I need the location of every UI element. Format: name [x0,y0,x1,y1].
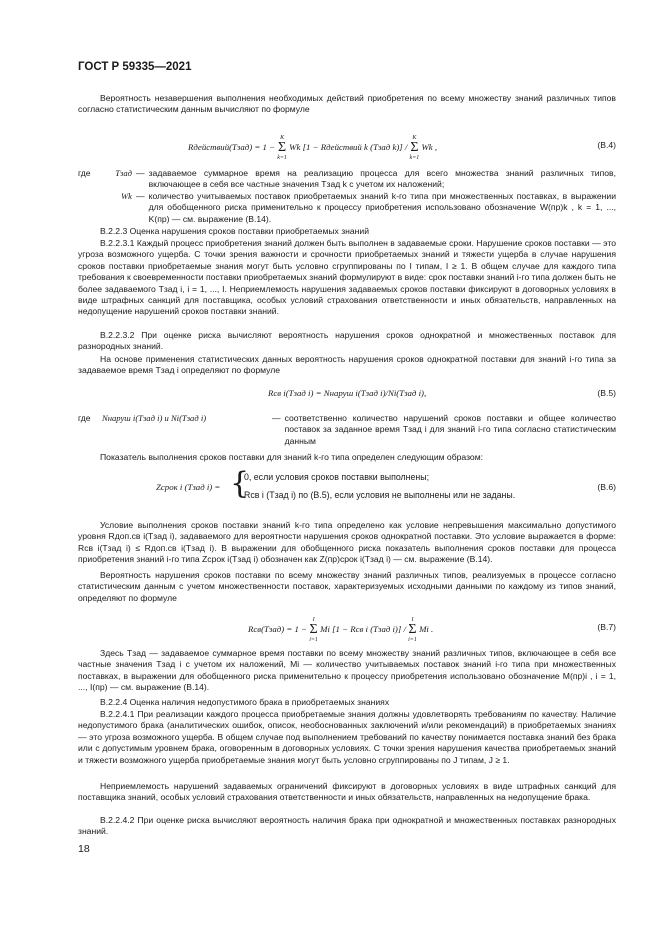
formula-b7 [78,610,616,644]
definition-text: задаваемое суммарное время на реализацию процесса для всего множества знаний различных типов, включающее в себя все частные значения Tзад k с учетом их наложений; [148,168,616,190]
here-paragraph: Здесь Tзад — задаваемое суммарное время поставки по всему множеству знаний различных типов, включающее в себя все частные значения Tзад i с учетом их наложений, Mi — количество учитываемых поставок знаний i-го типа при множественных поставках, в выражении для обобщенного риска применительно к процессу приобретения использовано обозначение M(пр)i , i = 1, ..., I(пр) — см. выражение (В.14). [78,648,616,693]
page-number: 18 [78,843,90,855]
section-heading-b2-2-3: В.2.2.3 Оценка нарушения сроков поставки приобретаемых знаний [100,226,370,236]
document-header: ГОСТ Р 59335—2021 [78,61,192,73]
definition-text: количество учитываемых поставок приобретаемых знаний k-го типа при множественных поставках, в выражении для обобщенного риска применительно к процессу приобретения использовано обозначение W(пр)k , k = 1, ..., K(пр) — см. выражение (В.14). [148,190,616,224]
formula-b6-case1: 0, если условия сроков поставки выполнены; [244,472,430,482]
definition-symbol: Tзад [115,168,132,178]
definition-text: соответственно количество нарушений сроков поставки и общее количество поставок за заданное время Tзад i для знаний i-го типа согласно статистическим данным [284,413,616,446]
definition-item: где Tзад — задаваемое суммарное время на реализацию процесса для всего множества знаний различных типов, включающее в себя все частные значения Tзад k с учетом их наложений; [78,168,616,190]
sum-symbol: K Σ k=1 [409,135,420,161]
definition-item: Wk — количество учитываемых поставок приобретаемых знаний k-го типа при множественных поставках, в выражении для обобщенного риска применительно к процессу приобретения использовано обозначение W(пр)k , k = 1, ..., K(пр) — см. выражение (В.14). [78,191,616,225]
formula-b6 [78,466,616,510]
formula-number: (В.6) [597,482,616,492]
sum-symbol: I Σ i=1 [408,617,417,643]
where-word: где [78,413,91,423]
formula-b5 [78,386,616,406]
definition-symbol: Wk [121,190,132,201]
section-b2-2-3-2: В.2.2.3.2 При оценке риска вычисляют вероятность нарушения сроков однократной и множественных поставок для разнородных знаний. [78,330,616,352]
definitions-b4 [78,168,616,225]
condition-paragraph: Условие выполнения сроков поставки знаний k-го типа определено как условие непревышения максимально допустимого уровня Rдоп.св i(Tзад i), задаваемого для вероятности нарушения сроков однократной поставки. Это условие выражается в форме: Rсв i(Tзад i) ≤ Rдоп.св i(Tзад i). В выражении для обобщенного риска показатель выполнения сроков поставки для процесса приобретения знаний i-го типа Zсрок i(Tзад i) обозначен как Z(пр)срок i(Tзад i) — см. выражение (В.14). [78,520,616,565]
index-paragraph: Показатель выполнения сроков поставки для знаний k-го типа определен следующим образом: [100,452,483,462]
formula-number: (В.4) [597,140,616,150]
brace-symbol: { [230,466,250,501]
section-b2-2-4-2: В.2.2.4.2 При оценке риска вычисляют вероятность наличия брака при однократной и множественных поставках разнородных знаний. [78,815,616,837]
sum-symbol: I Σ i=1 [309,617,318,643]
formula-b6-case2: Rсв i (Tзад i) по (В.5), если условия не выполнены или не заданы. [244,490,516,500]
section-heading-b2-2-4: В.2.2.4 Оценка наличия недопустимого брака в приобретаемых знаниях [100,697,390,707]
section-b2-2-3-1: В.2.2.3.1 Каждый процесс приобретения знаний должен быть выполнен в задаваемые сроки. Нарушение сроков поставки — это угроза возможного ущерба. С точки зрения важности и срочности приобретаемых знаний и тяжести ущерба в случае нарушения сроков поставки приобретаемые знания могут быть условно сгруппированы по I типам, I ≥ 1. В общем случае для каждого типа требования к своевременности поставки приобретаемых знаний формулируют в виде: срок поставки знаний i-го типа должен быть не более задаваемого Tзад i, i = 1, ..., I. Неприемлемость нарушения задаваемых сроков поставки фиксируют в договорных условиях в виде штрафных санкций для поставщика, особых условий страхования ответственности и иных обязательств, направленных на недопущение нарушений сроков поставки знаний. [78,238,616,317]
definition-symbol: Nнаруш i(Tзад i) и Ni(Tзад i) [102,413,207,423]
formula-b7-expression: Rсв(Tзад) = 1 − I Σ i=1 Mi [1 − Rсв i (Tзад i)] / I Σ i=1 Mi . [248,617,434,643]
where-word: где [78,168,91,178]
formula-number: (В.7) [597,622,616,632]
formula-b4 [78,128,616,164]
unacceptability-paragraph: Неприемлемость нарушений задаваемых ограничений фиксируют в договорных условиях в виде штрафных санкций для поставщика знаний, особых условий страхования ответственности и иных обязательств, направленных на недопущение брака. [78,781,616,803]
all-types-paragraph: Вероятность нарушения сроков поставки по всему множеству знаний различных типов, реализуемых в процессе согласно статистическим данным с учетом множественности поставок, характеризуемых исходными данными по каждому из типов знаний, определяют по формуле [78,570,616,603]
intro-paragraph: Вероятность незавершения выполнения необходимых действий приобретения по всему множеству знаний различных типов согласно статистическим данным вычисляют по формуле [78,93,616,115]
definition-item: где Nнаруш i(Tзад i) и Ni(Tзад i) — соответственно количество нарушений сроков поставки и общее количество поставок за заданное время Tзад i для знаний i-го типа согласно статистическим данным [78,413,616,446]
section-b2-2-4-1: В.2.2.4.1 При реализации каждого процесса приобретаемые знания должны удовлетворять требованиям по качеству. Наличие недопустимого брака (аналитических ошибок, описок, необоснованных заключений и/или рекомендаций) в приобретаемых знаниях — это угроза возможного ущерба. В общем случае под выполнением требований по качеству понимается поставка знаний без брака или с допустимым уровнем брака, оговоренным в договорных условиях. С точки зрения нарушения качества приобретаемых знаний и тяжести возможного ущерба приобретаемые знания могут быть условно сгруппированы по J типам, J ≥ 1. [78,709,616,765]
formula-b5-expression: Rсв i(Tзад i) = Nнаруш i(Tзад i)/Ni(Tзад i), [268,388,427,398]
formula-b6-lhs: Zсрок i (Tзад i) = [156,482,221,492]
sum-symbol: K Σ k=1 [277,135,287,161]
formula-number: (В.5) [597,388,616,398]
statistics-paragraph: На основе применения статистических данных вероятность нарушения сроков однократной поставки для знаний i-го типа за задаваемое время Tзад i определяют по формуле [78,354,616,376]
definitions-b5 [78,413,616,447]
formula-b4-expression: Rдействий(Tзад) = 1 − K Σ k=1 Wk [1 − Rдействий k (Tзад k)] / K Σ k=1 Wk , [188,135,438,161]
